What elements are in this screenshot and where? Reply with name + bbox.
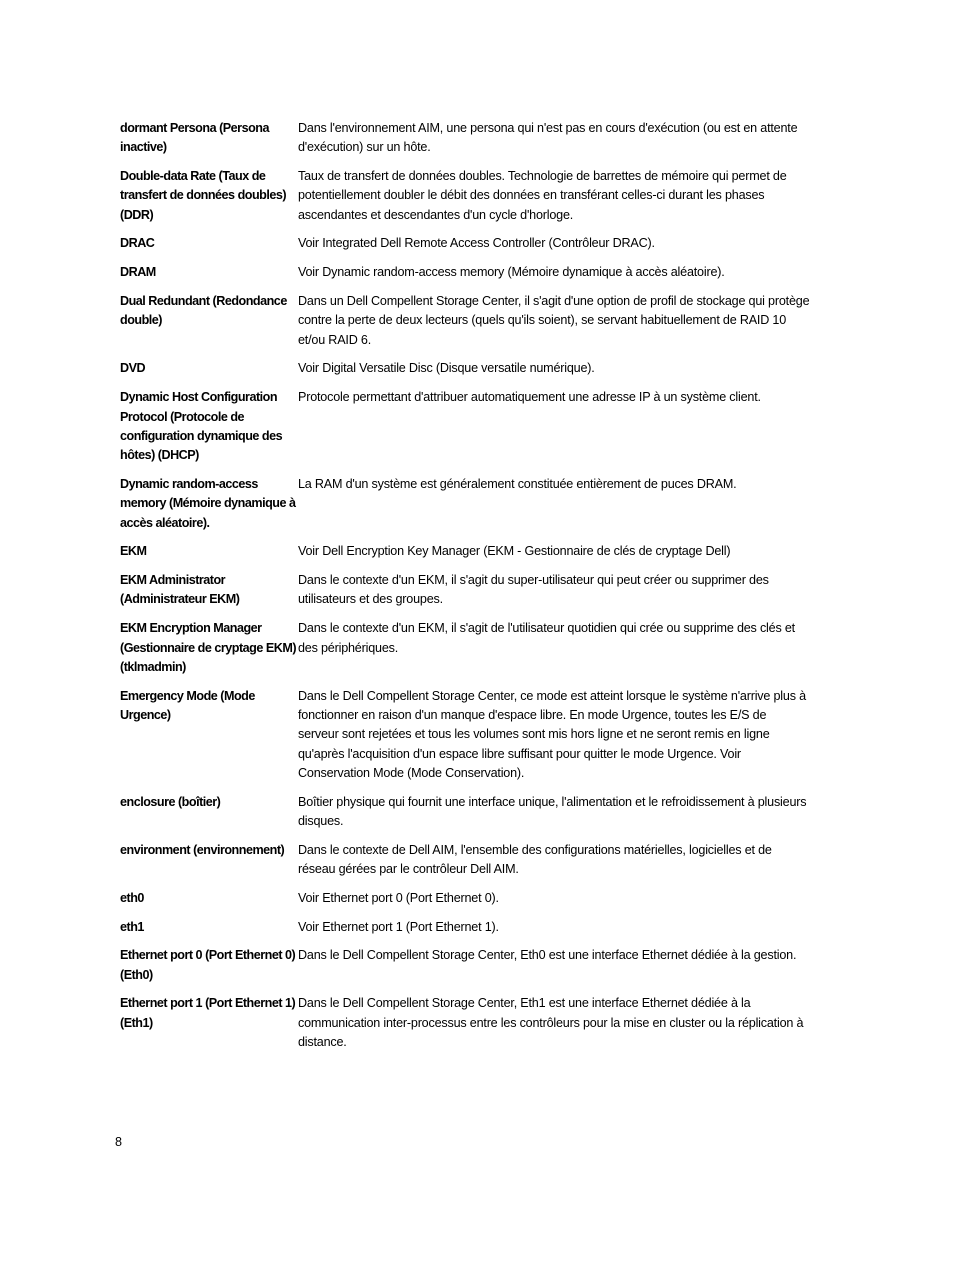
glossary-definition: Voir Digital Versatile Disc (Disque versatile numérique). [298,361,595,376]
glossary-definition: Dans le Dell Compellent Storage Center, ce mode est atteint lorsque le système n'arrive plus à fonctionner en raison d'un manque d'espace libre. En mode Urgence, toutes les E/S de serveur sont rejetées et tous les volumes sont mis hors ligne et ne seront remis en ligne qu'après l'acquisition d'un espace libre suffisant pour quitter le mode Urgence. Voir Conservation Mode (Mode Conservation). [298,688,806,780]
glossary-entry [120,793,810,832]
glossary-definition: Voir Integrated Dell Remote Access Controller (Contrôleur DRAC). [298,236,655,251]
glossary-term: Dynamic Host Configuration Protocol (Protocole de configuration dynamique des hôtes) (DHCP) [120,390,283,463]
glossary-entry [120,167,810,225]
glossary-entry [120,475,810,533]
glossary-definition: Voir Dynamic random-access memory (Mémoire dynamique à accès aléatoire). [298,265,725,280]
glossary-definition: Dans l'environnement AIM, une persona qui n'est pas en cours d'exécution (ou est en attente d'exécution) sur un hôte. [298,121,798,155]
glossary-entry [120,359,810,378]
glossary-term: eth1 [120,919,144,934]
glossary-definition: Boîtier physique qui fournit une interface unique, l'alimentation et le refroidissement à plusieurs disques. [298,794,807,828]
glossary-term: DRAC [120,236,155,251]
glossary-term: dormant Persona (Persona inactive) [120,121,269,155]
glossary-entry [120,234,810,253]
glossary-term: Emergency Mode (Mode Urgence) [120,688,255,722]
glossary-term: Double-data Rate (Taux de transfert de données doubles) (DDR) [120,169,287,222]
glossary-definition: Voir Ethernet port 1 (Port Ethernet 1). [298,919,499,934]
glossary-definition: Dans le contexte d'un EKM, il s'agit de l'utilisateur quotidien qui crée ou supprime des clés et des périphériques. [298,621,795,655]
glossary-term: Ethernet port 0 (Port Ethernet 0) (Eth0) [120,948,296,982]
glossary-entry [120,687,810,783]
glossary-entry [120,119,810,158]
glossary-definition: Dans le contexte de Dell AIM, l'ensemble des configurations matérielles, logicielles et de réseau gérées par le contrôleur Dell AIM. [298,842,772,876]
glossary-term: DRAM [120,265,156,280]
glossary-term: EKM Encryption Manager (Gestionnaire de cryptage EKM) (tklmadmin) [120,621,297,674]
glossary-entry [120,946,810,985]
glossary-term: Ethernet port 1 (Port Ethernet 1) (Eth1) [120,996,296,1030]
glossary-entry [120,994,810,1052]
glossary-definition: Dans le Dell Compellent Storage Center, Eth0 est une interface Ethernet dédiée à la gestion. [298,948,797,963]
glossary-term: eth0 [120,890,144,905]
glossary-entry [120,619,810,677]
glossary-entry [120,388,810,465]
glossary-definition: Dans le contexte d'un EKM, il s'agit du super-utilisateur qui peut créer ou supprimer des utilisateurs et des groupes. [298,573,769,607]
glossary-term: EKM [120,544,147,559]
glossary-definition: Protocole permettant d'attribuer automatiquement une adresse IP à un système client. [298,390,761,405]
glossary-entry [120,542,810,561]
glossary-entry [120,263,810,282]
glossary-entry [120,292,810,350]
glossary-entry [120,889,810,908]
glossary-definition: Taux de transfert de données doubles. Technologie de barrettes de mémoire qui permet de potentiellement doubler le débit des données en transférant celles-ci durant les phases ascendantes et descendantes d'un cycle d'horloge. [298,169,787,222]
glossary-entry [120,571,810,610]
glossary-list [120,119,810,1062]
glossary-definition: Voir Ethernet port 0 (Port Ethernet 0). [298,890,499,905]
glossary-definition: Dans le Dell Compellent Storage Center, Eth1 est une interface Ethernet dédiée à la communication inter-processus entre les contrôleurs pour la mise en cluster ou la réplication à distance. [298,996,804,1050]
glossary-term: environment (environnement) [120,842,285,857]
glossary-term: Dual Redundant (Redondance double) [120,294,287,328]
glossary-definition: Voir Dell Encryption Key Manager (EKM - Gestionnaire de clés de cryptage Dell) [298,544,731,559]
glossary-term: DVD [120,361,146,376]
glossary-definition: La RAM d'un système est généralement constituée entièrement de puces DRAM. [298,476,737,491]
glossary-term: enclosure (boîtier) [120,794,221,809]
glossary-term: EKM Administrator (Administrateur EKM) [120,573,240,607]
glossary-definition: Dans un Dell Compellent Storage Center, il s'agit d'une option de profil de stockage qui protège contre la perte de deux lecteurs (quels qu'ils soient), se servant habituellement de RAID 10 et/ou RAID 6. [298,294,810,347]
glossary-entry [120,841,810,880]
page-number: 8 [115,1135,123,1149]
glossary-entry [120,918,810,937]
glossary-term: Dynamic random-access memory (Mémoire dynamique à accès aléatoire). [120,476,296,530]
